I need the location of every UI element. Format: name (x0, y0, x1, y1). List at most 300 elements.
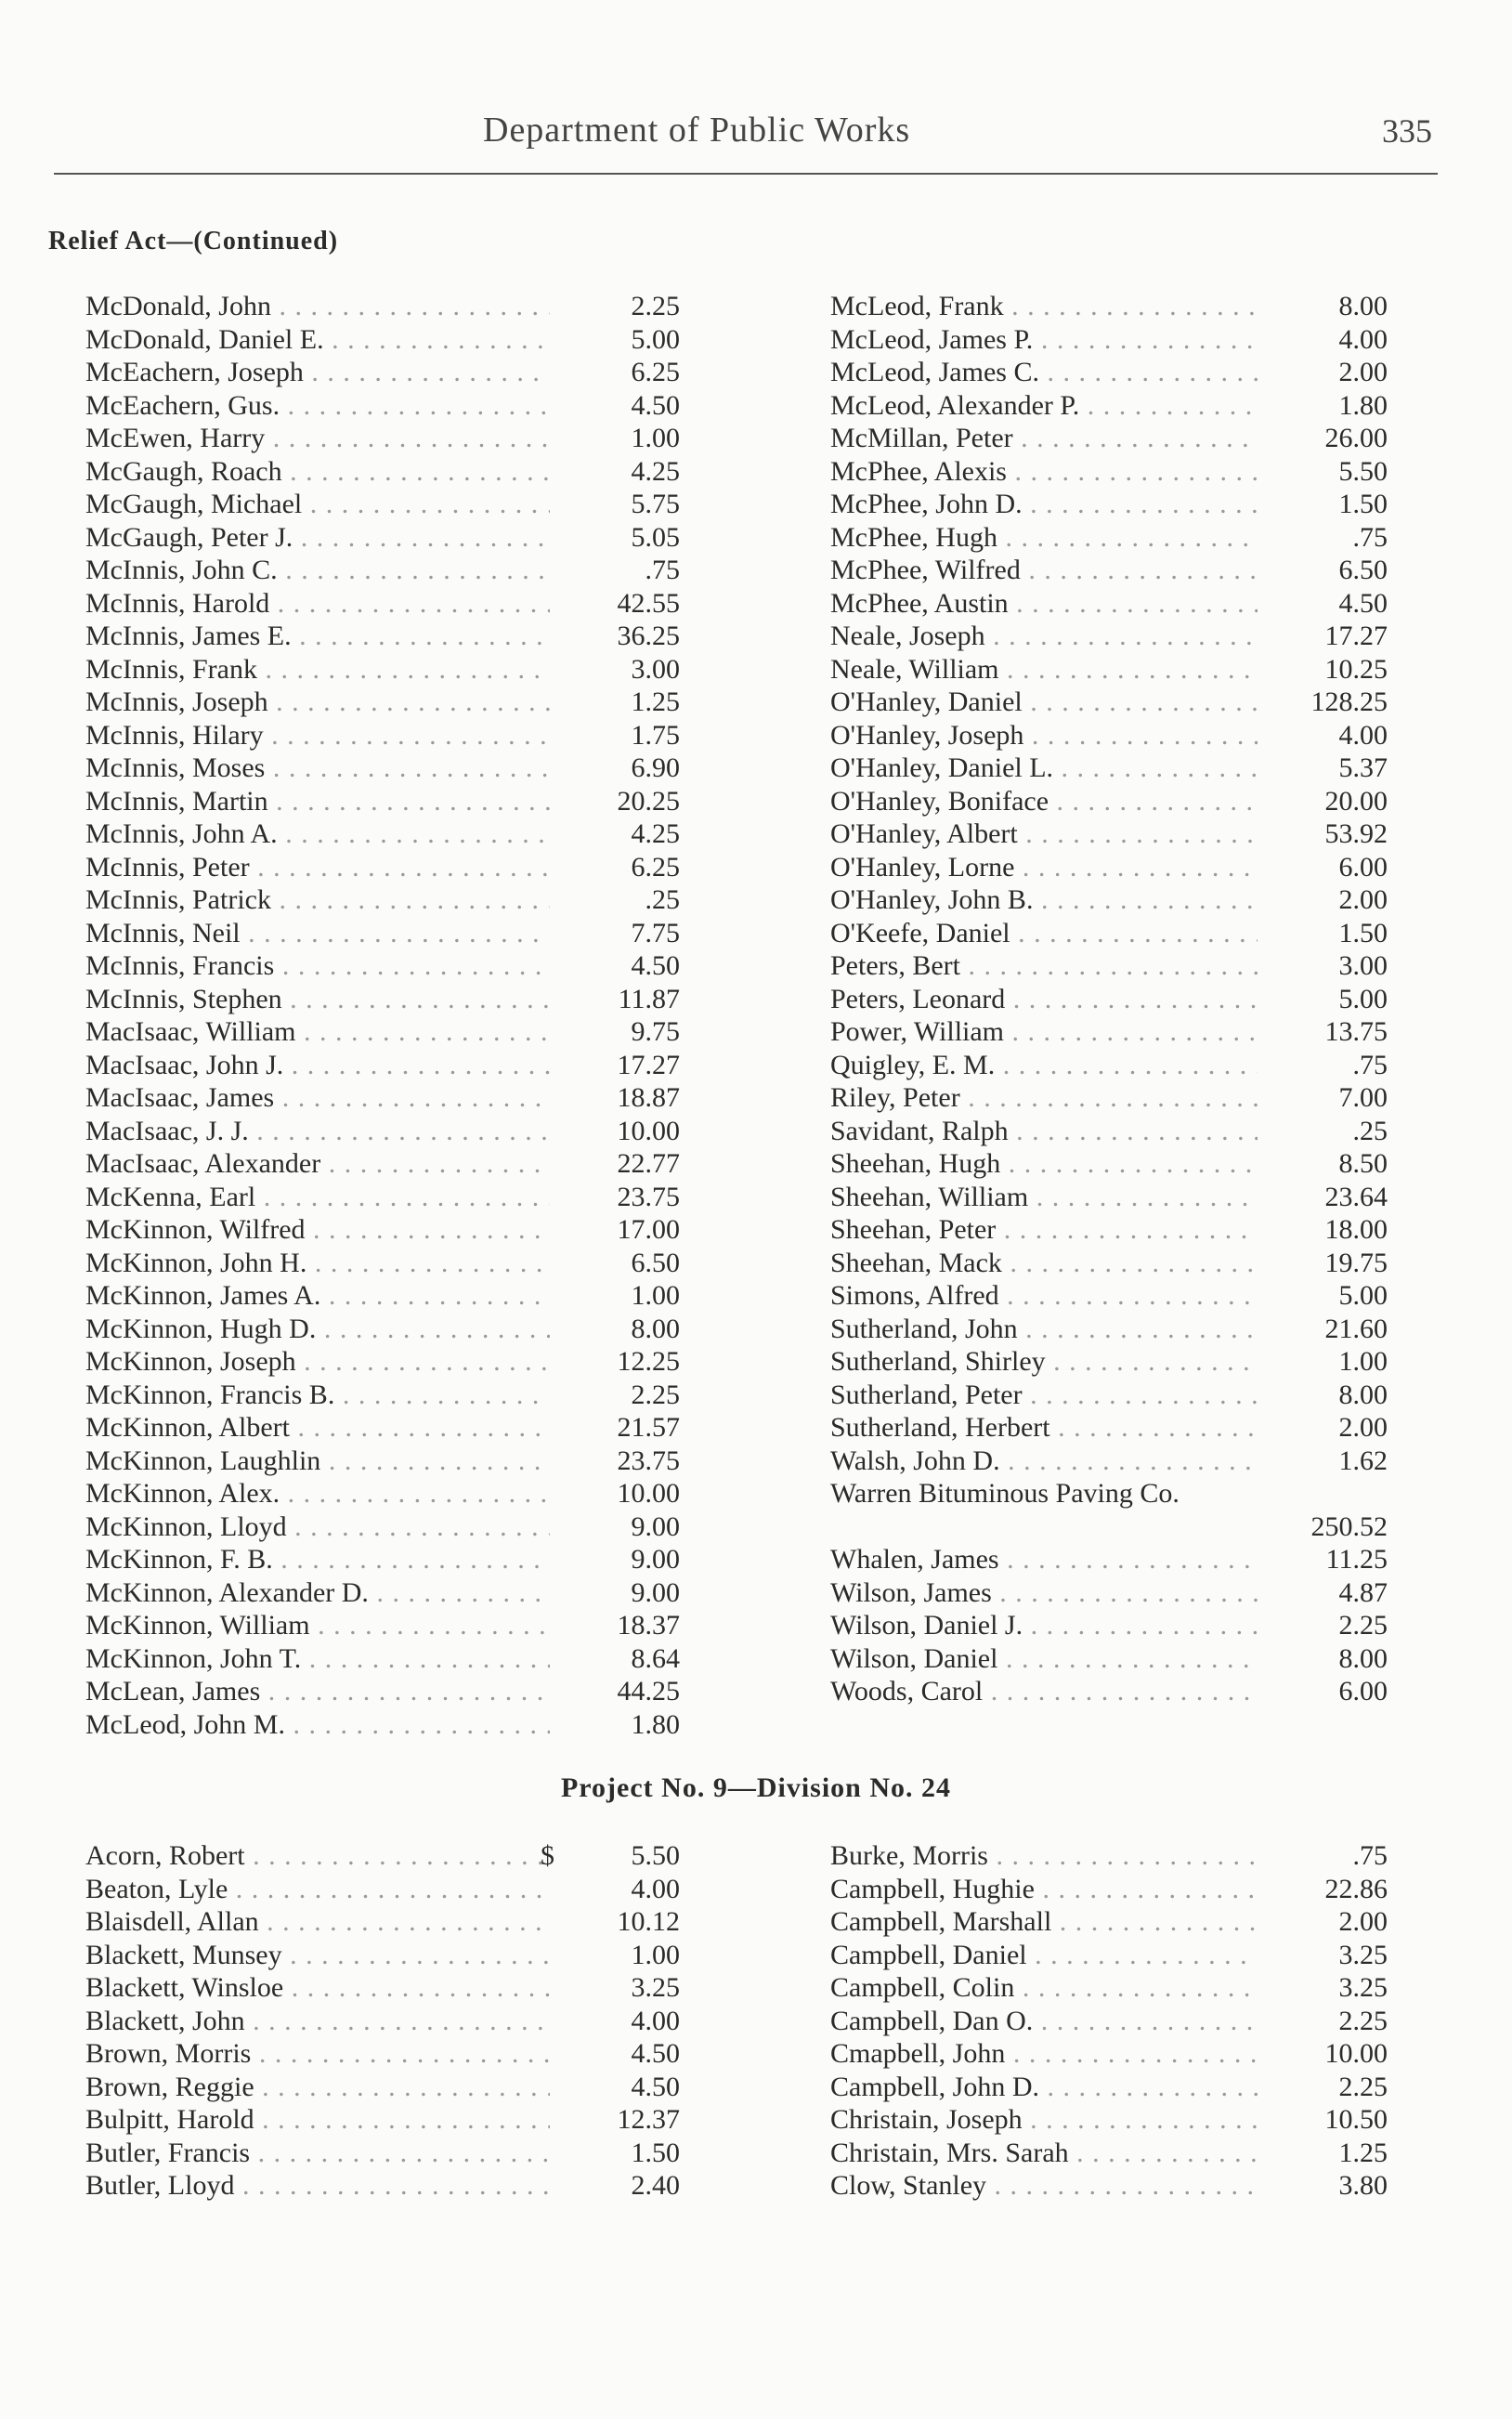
amount: 9.00 (631, 1576, 680, 1608)
list-item (85, 1181, 680, 1214)
payee-name: O'Keefe, Daniel . . . (830, 917, 1258, 950)
payee-name: McPhee, John D. . . . (830, 488, 1258, 521)
payee-name: Butler, Francis . . . (85, 2137, 550, 2170)
list-item (85, 1510, 680, 1544)
payee-name: McInnis, Peter . . . (85, 851, 550, 884)
payee-name: McDonald, Daniel E. . . . (85, 323, 550, 357)
payee-name: Campbell, Dan O. . . . (830, 2005, 1258, 2038)
amount: 23.75 (617, 1445, 680, 1476)
payee-name: McMillan, Peter . . . (830, 422, 1258, 455)
payee-name: McGaugh, Roach . . . (85, 455, 550, 489)
list-item (85, 1477, 680, 1510)
list-item (85, 917, 680, 950)
amount: 18.87 (617, 1082, 680, 1113)
amount: 5.05 (631, 521, 680, 553)
payee-name: McInnis, Martin . . . (85, 785, 550, 818)
page-title: Department of Public Works (483, 111, 911, 150)
list-item (85, 2071, 680, 2104)
amount: 2.00 (1338, 1906, 1388, 1937)
list-item (85, 1015, 680, 1049)
amount: 3.00 (631, 653, 680, 685)
list-item (830, 1147, 1388, 1181)
list-item (85, 983, 680, 1016)
list-item (85, 686, 680, 719)
list-item (85, 1279, 680, 1313)
amount: 6.50 (1338, 555, 1388, 585)
payee-name: McPhee, Austin . . . (830, 587, 1258, 621)
payee-name: O'Hanley, Albert . . . (830, 817, 1258, 851)
list-item (85, 1576, 680, 1610)
payee-name: McKinnon, Lloyd . . . (85, 1510, 550, 1544)
amount: 10.00 (617, 1115, 680, 1146)
amount: 4.00 (631, 2005, 680, 2036)
list-item (830, 554, 1388, 587)
amount: 8.00 (631, 1313, 680, 1344)
payee-name: MacIsaac, James . . . (85, 1081, 550, 1115)
amount: 1.62 (1338, 1445, 1388, 1476)
list-item (830, 1279, 1388, 1313)
payee-name: McInnis, Joseph . . . (85, 686, 550, 719)
payee-name: Sheehan, Peter . . . (830, 1213, 1258, 1247)
payee-name: O'Hanley, Joseph . . . (830, 719, 1258, 752)
list-item (85, 752, 680, 785)
list-item (85, 1379, 680, 1412)
payee-name: O'Hanley, John B. . . . (830, 883, 1258, 917)
list-item (85, 1345, 680, 1379)
payee-name: Riley, Peter . . . (830, 1081, 1258, 1115)
list-item (85, 1642, 680, 1676)
list-item (830, 1213, 1388, 1247)
list-item (830, 620, 1388, 653)
payee-name: Beaton, Lyle . . . (85, 1873, 550, 1906)
list-item (85, 1081, 680, 1115)
payee-name: O'Hanley, Daniel L. . . . (830, 752, 1258, 785)
amount: .25 (1352, 1115, 1388, 1146)
payee-name: Peters, Bert . . . (830, 949, 1258, 983)
payee-name: McKenna, Earl . . . (85, 1181, 550, 1214)
amount: 1.80 (1338, 389, 1388, 421)
payee-name: McInnis, Moses . . . (85, 752, 550, 785)
payee-name: McLeod, Frank . . . (830, 290, 1258, 323)
amount: 11.87 (618, 983, 680, 1014)
amount: .25 (645, 884, 680, 915)
payee-name: McKinnon, Joseph . . . (85, 1345, 550, 1379)
payee-name: Christain, Mrs. Sarah . . . (830, 2137, 1258, 2170)
list-item (830, 389, 1388, 423)
list-item (830, 455, 1388, 489)
payee-name: O'Hanley, Daniel . . . (830, 686, 1258, 719)
amount: 6.00 (1338, 1676, 1388, 1706)
payee-name: McKinnon, William . . . (85, 1609, 550, 1642)
list-item (85, 2137, 680, 2170)
list-item (85, 1905, 680, 1939)
amount: 42.55 (617, 587, 680, 619)
list-item (830, 817, 1388, 851)
list-item (830, 1839, 1388, 1873)
list-item (85, 2103, 680, 2137)
list-item (830, 1379, 1388, 1412)
project-title: Project No. 9—Division No. 24 (560, 1772, 952, 1803)
list-item (85, 1247, 680, 1280)
amount: 1.00 (1338, 1346, 1388, 1377)
list-item (830, 1345, 1388, 1379)
amount: 250.52 (1310, 1510, 1388, 1542)
amount: 4.50 (631, 2071, 680, 2102)
payee-name: Sutherland, Shirley . . . (830, 1345, 1258, 1379)
payee-name: McInnis, Harold . . . (85, 587, 550, 621)
list-item (85, 422, 680, 455)
list-item (85, 290, 680, 323)
payee-name: MacIsaac, J. J. . . . (85, 1115, 550, 1148)
payee-name: McPhee, Alexis . . . (830, 455, 1258, 489)
list-item (830, 1115, 1388, 1148)
amount: 4.50 (631, 950, 680, 981)
payee-name: McKinnon, Albert . . . (85, 1411, 550, 1445)
amount: 2.25 (631, 291, 680, 321)
payee-name: McLeod, James P. . . . (830, 323, 1258, 357)
list-item (830, 949, 1388, 983)
list-item (85, 1147, 680, 1181)
list-item (85, 1939, 680, 1972)
amount: .75 (1352, 521, 1388, 553)
payee-name: Clow, Stanley . . . (830, 2169, 1258, 2203)
payee-name: McInnis, James E. . . . (85, 620, 550, 653)
amount: 2.00 (1338, 357, 1388, 387)
payee-name: Sutherland, Herbert . . . (830, 1411, 1258, 1445)
list-item (85, 1049, 680, 1082)
amount: 5.37 (1338, 752, 1388, 783)
payee-name: Whalen, James . . . (830, 1543, 1258, 1576)
amount: 128.25 (1310, 686, 1388, 717)
payee-name: McKinnon, Laughlin . . . (85, 1445, 550, 1478)
amount: 1.75 (631, 719, 680, 751)
amount: 53.92 (1324, 818, 1388, 849)
amount: 23.75 (617, 1181, 680, 1212)
payee-name: McLeod, John M. . . . (85, 1708, 550, 1742)
payee-name: McInnis, Frank . . . (85, 653, 550, 686)
amount: 2.25 (1338, 2071, 1388, 2102)
amount: 5.75 (631, 489, 680, 519)
list-item (85, 1839, 680, 1873)
list-item (85, 1313, 680, 1346)
list-item (85, 323, 680, 357)
amount: 2.00 (1338, 884, 1388, 915)
list-item (830, 983, 1388, 1016)
list-item (830, 356, 1388, 389)
amount: 1.00 (631, 1939, 680, 1970)
payee-name: McDonald, John . . . (85, 290, 550, 323)
list-item (830, 1313, 1388, 1346)
list-item (830, 1015, 1388, 1049)
payee-name: Cmapbell, John . . . (830, 2037, 1258, 2071)
payee-name: Neale, William . . . (830, 653, 1258, 686)
amount: 8.64 (631, 1642, 680, 1674)
payee-name: McEwen, Harry . . . (85, 422, 550, 455)
payee-name: Christain, Joseph . . . (830, 2103, 1258, 2137)
list-item (85, 521, 680, 555)
amount: 44.25 (617, 1676, 680, 1706)
amount: 11.25 (1325, 1544, 1388, 1575)
amount: 10.50 (1324, 2104, 1388, 2135)
amount: 10.00 (1324, 2038, 1388, 2069)
payee-name: O'Hanley, Boniface . . . (830, 785, 1258, 818)
payee-name: Sheehan, Mack . . . (830, 1247, 1258, 1280)
list-item (830, 521, 1388, 555)
list-item (85, 587, 680, 621)
list-item (830, 1445, 1388, 1478)
payee-name: McKinnon, Alex. . . . (85, 1477, 550, 1510)
amount: .75 (645, 555, 680, 585)
amount: 8.00 (1338, 1642, 1388, 1674)
payee-name: Sutherland, Peter . . . (830, 1379, 1258, 1412)
amount: 22.86 (1324, 1873, 1388, 1904)
list-item (85, 1708, 680, 1742)
amount: 17.00 (617, 1214, 680, 1245)
payee-name: Brown, Reggie . . . (85, 2071, 550, 2104)
payee-name: McLeod, James C. . . . (830, 356, 1258, 389)
amount: 9.00 (631, 1544, 680, 1575)
amount: 18.00 (1324, 1214, 1388, 1245)
list-item (830, 917, 1388, 950)
amount: 5.50 (1338, 455, 1388, 487)
list-item (85, 455, 680, 489)
list-item (85, 1543, 680, 1576)
list-item (85, 883, 680, 917)
payee-name: MacIsaac, Alexander . . . (85, 1147, 550, 1181)
amount: 9.00 (631, 1510, 680, 1542)
amount: 1.00 (631, 1280, 680, 1311)
list-item (85, 1609, 680, 1642)
list-item (85, 653, 680, 686)
list-item (85, 719, 680, 752)
payee-name: Woods, Carol . . . (830, 1675, 1258, 1708)
amount: 8.00 (1338, 1379, 1388, 1410)
list-item (830, 1576, 1388, 1610)
payee-name: McKinnon, John T. . . . (85, 1642, 550, 1676)
list-item (85, 1971, 680, 2005)
payee-name: Brown, Morris . . . (85, 2037, 550, 2071)
list-item (85, 785, 680, 818)
page-number: 335 (1382, 112, 1432, 150)
payee-name: MacIsaac, William . . . (85, 1015, 550, 1049)
list-item (830, 851, 1388, 884)
amount: 17.27 (617, 1049, 680, 1080)
payee-name: Sheehan, William . . . (830, 1181, 1258, 1214)
amount: 2.40 (631, 2170, 680, 2201)
amount: 2.25 (1338, 1610, 1388, 1641)
payee-name: Campbell, Hughie . . . (830, 1873, 1258, 1906)
payee-name: McKinnon, James A. . . . (85, 1279, 550, 1313)
amount: 1.00 (631, 423, 680, 453)
amount: 5.00 (631, 323, 680, 355)
payee-name: Savidant, Ralph . . . (830, 1115, 1258, 1148)
list-item (830, 1081, 1388, 1115)
list-item (85, 851, 680, 884)
amount: 2.25 (1338, 2005, 1388, 2036)
amount: 8.00 (1338, 291, 1388, 321)
payee-name: Acorn, Robert . . . (85, 1839, 550, 1873)
list-item (85, 1115, 680, 1148)
list-item (830, 1873, 1388, 1906)
amount: 3.25 (631, 1972, 680, 2003)
amount: 13.75 (1324, 1016, 1388, 1047)
payee-name: McPhee, Wilfred . . . (830, 554, 1258, 587)
amount: 21.57 (617, 1412, 680, 1443)
payee-name: McGaugh, Michael . . . (85, 488, 550, 521)
payee-name: Wilson, Daniel J. . . . (830, 1609, 1258, 1642)
list-item (830, 2103, 1388, 2137)
list-item (85, 1411, 680, 1445)
amount: 1.25 (1338, 2137, 1388, 2168)
amount: 4.00 (631, 1873, 680, 1904)
amount: 4.00 (1338, 323, 1388, 355)
list-item (830, 1247, 1388, 1280)
list-item (85, 1213, 680, 1247)
payee-name: Neale, Joseph . . . (830, 620, 1258, 653)
list-item (830, 323, 1388, 357)
list-item (830, 422, 1388, 455)
amount: .75 (1352, 1840, 1388, 1871)
list-item (85, 817, 680, 851)
payee-name: McKinnon, F. B. . . . (85, 1543, 550, 1576)
list-item (85, 1873, 680, 1906)
payee-name: McEachern, Gus. . . . (85, 389, 550, 423)
list-item (85, 1675, 680, 1708)
list-item (830, 1411, 1388, 1445)
amount: 5.00 (1338, 983, 1388, 1014)
payee-name: Campbell, John D. . . . (830, 2071, 1258, 2104)
amount: 20.00 (1324, 785, 1388, 817)
payee-name: Power, William . . . (830, 1015, 1258, 1049)
list-item (830, 2169, 1388, 2203)
amount: 6.90 (631, 752, 680, 783)
relief-left-column (85, 290, 680, 1741)
amount: 4.50 (1338, 587, 1388, 619)
list-item (830, 653, 1388, 686)
list-item (85, 2037, 680, 2071)
amount: 1.50 (631, 2137, 680, 2168)
amount: 10.25 (1324, 653, 1388, 685)
amount: 1.25 (631, 686, 680, 717)
list-item (830, 719, 1388, 752)
amount: 4.50 (631, 2038, 680, 2069)
amount: 20.25 (617, 785, 680, 817)
list-item (85, 2005, 680, 2038)
amount: 22.77 (617, 1148, 680, 1179)
payee-name: McKinnon, Hugh D. . . . (85, 1313, 550, 1346)
amount: .75 (1352, 1049, 1388, 1080)
payee-name: Campbell, Daniel . . . (830, 1939, 1258, 1972)
list-item (85, 620, 680, 653)
amount: 7.75 (631, 917, 680, 948)
currency-symbol: $ (541, 1840, 554, 1871)
payee-name: Peters, Leonard . . . (830, 983, 1258, 1016)
amount: 10.12 (617, 1906, 680, 1937)
amount: 9.75 (631, 1016, 680, 1047)
list-item (830, 2071, 1388, 2104)
payee-name: O'Hanley, Lorne . . . (830, 851, 1258, 884)
amount: 36.25 (617, 621, 680, 651)
amount: 12.37 (617, 2104, 680, 2135)
amount: 4.25 (631, 818, 680, 849)
amount: 3.80 (1338, 2170, 1388, 2201)
relief-right-column (830, 290, 1388, 1708)
project-right-column (830, 1839, 1388, 2203)
payee-name: McPhee, Hugh . . . (830, 521, 1258, 555)
payee-name: Sutherland, John . . . (830, 1313, 1258, 1346)
payee-name: Campbell, Colin . . . (830, 1971, 1258, 2005)
payee-name: McInnis, John C. . . . (85, 554, 550, 587)
payee-name: McInnis, Neil . . . (85, 917, 550, 950)
payee-name: Blackett, Munsey . . . (85, 1939, 550, 1972)
amount: 2.00 (1338, 1412, 1388, 1443)
list-item (830, 488, 1388, 521)
payee-name: Blackett, John . . . (85, 2005, 550, 2038)
payee-name: McInnis, Francis . . . (85, 949, 550, 983)
amount: 3.25 (1338, 1972, 1388, 2003)
list-item (85, 1445, 680, 1478)
list-item (85, 949, 680, 983)
list-item (830, 686, 1388, 719)
payee-name: McKinnon, Alexander D. . . . (85, 1576, 550, 1610)
payee-name: Walsh, John D. . . . (830, 1445, 1258, 1478)
list-item (830, 1675, 1388, 1708)
list-item (830, 1181, 1388, 1214)
amount: 19.75 (1324, 1247, 1388, 1278)
list-item (85, 488, 680, 521)
amount: 8.50 (1338, 1148, 1388, 1179)
list-item (830, 290, 1388, 323)
list-item (830, 587, 1388, 621)
amount: 1.50 (1338, 489, 1388, 519)
list-item (830, 2005, 1388, 2038)
amount: 2.25 (631, 1379, 680, 1410)
amount: 4.25 (631, 455, 680, 487)
payee-name: McInnis, John A. . . . (85, 817, 550, 851)
payee-name: MacIsaac, John J. . . . (85, 1049, 550, 1082)
payee-name: McGaugh, Peter J. . . . (85, 521, 550, 555)
amount: 1.50 (1338, 917, 1388, 948)
list-item (830, 1939, 1388, 1972)
amount: 17.27 (1324, 621, 1388, 651)
list-item (85, 2169, 680, 2203)
payee-name: Wilson, James . . . (830, 1576, 1258, 1610)
payee-name: Blackett, Winsloe . . . (85, 1971, 550, 2005)
list-item (830, 1642, 1388, 1676)
list-item (85, 389, 680, 423)
amount: 4.50 (631, 389, 680, 421)
payee-name: McLeod, Alexander P. . . . (830, 389, 1258, 423)
list-item (830, 785, 1388, 818)
amount: 10.00 (617, 1478, 680, 1509)
payee-name: McKinnon, Francis B. . . . (85, 1379, 550, 1412)
payee-name: Campbell, Marshall . . . (830, 1905, 1258, 1939)
list-item (830, 2037, 1388, 2071)
amount: 7.00 (1338, 1082, 1388, 1113)
amount: 21.60 (1324, 1313, 1388, 1344)
payee-name: McInnis, Hilary . . . (85, 719, 550, 752)
amount: 3.00 (1338, 950, 1388, 981)
list-item (830, 2137, 1388, 2170)
payee-name: Wilson, Daniel . . . (830, 1642, 1258, 1676)
payee-name: Blaisdell, Allan . . . (85, 1905, 550, 1939)
amount: 23.64 (1324, 1181, 1388, 1212)
amount: 4.87 (1338, 1576, 1388, 1608)
list-item (830, 752, 1388, 785)
list-item (830, 883, 1388, 917)
amount: 26.00 (1324, 423, 1388, 453)
list-item (85, 356, 680, 389)
